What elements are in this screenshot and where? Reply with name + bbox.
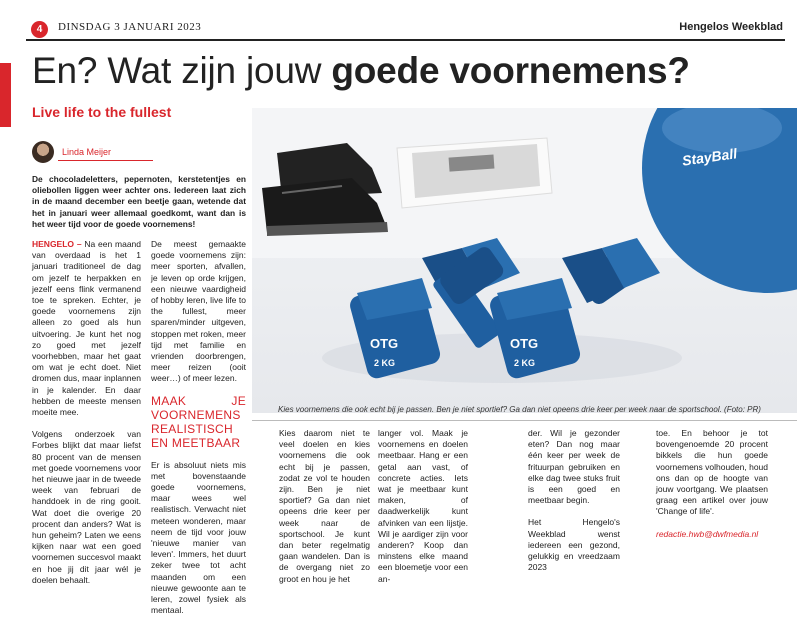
column-4	[378, 428, 468, 596]
issue-date: DINSDAG 3 JANUARI 2023	[58, 21, 202, 33]
column-6	[656, 428, 768, 540]
lead-paragraph: De chocoladeletters, pepernoten, kerstetentjes en oliebollen liggen weer achter ons. Iedereen laat zich in de maand december een beetje gaan, wetende dat het in januari weer allemaal goedkomt, want dan is het weer tijd voor de goede voornemens!	[32, 174, 246, 229]
col4-paragraph: langer vol. Maak je voornemens en doelen meetbaar. Hang er een getal aan vast, of concrete acties. Iets wat je meetbaar kunt maken, of daadwerkelijk kunt afvinken van een lijstje. Wil je aardiger zijn voor anderen? Koop dan minstens elke maand een bloemetje voor een an-	[378, 428, 468, 584]
author-rule	[58, 160, 153, 161]
col3-paragraph: Kies daarom niet te veel doelen en kies voornemens die ook echt bij je passen, zodat ze vol te houden zijn. Ben je niet sportief? Ga dan niet opeens drie keer per week naar de sportschool. Je kunt dan beter regelmatig gaan wandelen. Dan is de overgang niet zo groot en hou je het	[279, 428, 370, 584]
subheading: MAAK JE VOORNEMENS REALISTISCH EN MEETBAAR	[151, 393, 246, 450]
dumbbell-weight-2: 2 KG	[514, 358, 536, 368]
headline	[32, 50, 690, 92]
header-rule	[26, 39, 785, 41]
photo-caption: Kies voornemens die ook echt bij je passen. Ben je niet sportief? Ga dan niet opeens drie keer per week naar de sportschool. (Foto: PR)	[278, 405, 761, 414]
col1-paragraph-2: Volgens onderzoek van Forbes blijkt dat maar liefst 80 procent van de mensen met goede voornemens voor het nieuwe jaar in de tweede week van februari de handdoek in de ring gooit. Wat doet die overige 20 procent dan anders? Wat is hun geheim? Laten we eens kijken naar wat een goed voornemen succesvol maakt en hoe jij dit jaar wél je doelen behaalt.	[32, 429, 141, 585]
col2-paragraph-2: Er is absoluut niets mis met bovenstaande goede voornemens, maar wees wel realistisch. Verwacht niet meteen wonderen, maar neem de tijd voor jouw 'nieuwe manier van leven'. Immers, het duurt zeker twee tot acht maanden om een nieuwe gewoonte aan te leren, zowel fysiek als mentaal.	[151, 459, 246, 616]
exercise-ball-icon	[642, 108, 797, 293]
caption-rule	[252, 420, 797, 421]
col1-paragraph-1	[32, 239, 141, 418]
dumbbell-weight-1: 2 KG	[374, 358, 396, 368]
column-2	[151, 239, 246, 627]
col5-paragraph-2: Het Hengelo's Weekblad wenst iedereen een gezond, gelukkig en vreedzaam 2023	[528, 517, 620, 573]
column-5	[528, 428, 620, 584]
headline-regular: En? Wat zijn jouw	[32, 50, 332, 91]
newspaper-name: Hengelos Weekblad	[679, 21, 783, 33]
photo-illustration	[252, 108, 797, 413]
col2-paragraph-1: De meest gemaakte goede voornemens zijn: meer sporten, afvallen, je leven op orde krijgen, een nieuwe vaardigheid of hobby leren, live life to the fullest, meer sparen/minder uitgeven, stoppen met roken, meer tijd met familie en vrienden doorbrengen, meer reizen (ooit weer…) of meer lezen.	[151, 239, 246, 384]
col6-paragraph: toe. En behoor je tot bovengenoemde 20 procent bikkels die hun goede voornemens volhouden, houd ons dan op de hoogte van jouw voortgang. We plaatsen graag een artikel over jouw 'Change of life'.	[656, 428, 768, 517]
author-avatar	[32, 141, 54, 163]
column-3	[279, 428, 370, 596]
kicker: Live life to the fullest	[32, 104, 172, 120]
ball-brand: StayBall	[681, 145, 739, 169]
page-number: 4	[31, 21, 48, 38]
red-accent-bar	[0, 63, 11, 127]
contact-email-link[interactable]: redactie.hwb@dwfmedia.nl	[656, 528, 759, 539]
headline-bold: goede voornemens?	[331, 50, 690, 91]
col5-paragraph-1: der. Wil je gezonder eten? Dan nog maar één keer per week de frituurpan gebruiken en elke dag twee stuks fruit is een goed en meetbaar begin.	[528, 428, 620, 506]
article-photo	[252, 108, 797, 413]
dateline: HENGELO –	[32, 239, 82, 249]
dumbbell-logo-2: OTG	[510, 336, 539, 351]
col1-text-1: Na een maand van overdaad is het 1 januari traditioneel de dag om jezelf te herpakken en jezelf eens flink vermanend toe te spreken. Echter, je goede voornemens zijn alleen zo goed als hun uitvoering. Je kunt het nog zo goed met jezelf voorhebben, maar het gaat om wat je echt doet. Niet dromen dus, maar inplannen in je kalender. En daar hebben de meeste mensen moeite mee.	[32, 239, 141, 418]
dumbbell-logo: OTG	[370, 336, 399, 351]
author-name: Linda Meijer	[62, 147, 112, 157]
column-1	[32, 239, 141, 597]
